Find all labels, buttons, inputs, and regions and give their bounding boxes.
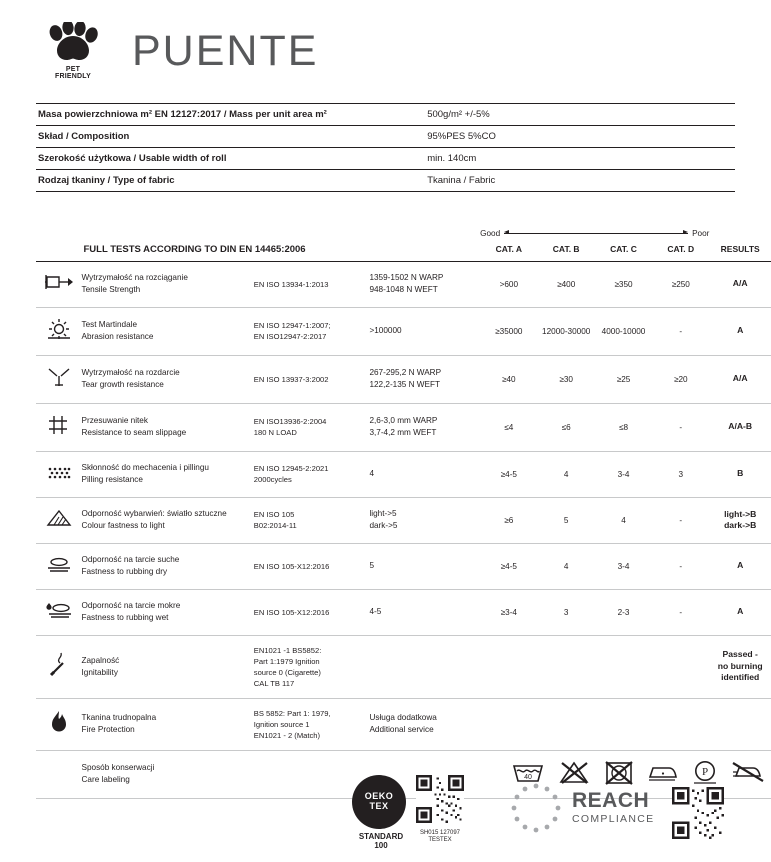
row-cat-a: ≥4-5 xyxy=(480,451,537,497)
row-label xyxy=(82,261,254,307)
row-cat-b: 4 xyxy=(538,543,595,589)
row-cat-d: ≥20 xyxy=(652,355,709,403)
table-row xyxy=(36,403,771,451)
row-cat-a: ≥6 xyxy=(480,497,537,543)
row-cat-a: ≤4 xyxy=(480,403,537,451)
row-cat-b xyxy=(538,635,595,698)
row-label: Tkanina trudnopalna Fire Protection xyxy=(82,698,254,750)
col-header-cat-b: CAT. B xyxy=(538,240,595,262)
tests-table xyxy=(36,220,771,799)
good-poor-scale xyxy=(480,229,709,238)
paw-print-icon xyxy=(44,22,102,64)
spec-value: Tkanina / Fabric xyxy=(427,174,496,186)
specification-table xyxy=(36,103,735,192)
row-cat-a: ≥40 xyxy=(480,355,537,403)
spec-label: Szerokość użytkowa / Usable width of roll xyxy=(38,152,227,164)
svg-text:40: 40 xyxy=(524,773,532,781)
row-cat-b: ≥30 xyxy=(538,355,595,403)
spec-row xyxy=(36,148,735,170)
row-label: Wytrzymałość na rozdarcie Tear growth resistance xyxy=(82,355,254,403)
row-cat-b: ≥400 xyxy=(538,261,595,307)
spec-value: 500g/m² +/-5% xyxy=(427,108,490,120)
row-cat-c: 4 xyxy=(595,497,652,543)
reach-title: REACH xyxy=(572,789,650,813)
page-header xyxy=(18,0,753,87)
row-result: Passed - no burning identified xyxy=(709,635,771,698)
product-qr-code[interactable] xyxy=(672,787,724,844)
pilling-icon xyxy=(36,451,82,497)
row-standard: EN ISO 105-X12:2016 xyxy=(254,543,370,589)
row-label-en: Tensile Strength xyxy=(81,285,141,295)
scale-good-label: Good xyxy=(480,228,501,238)
rubbing-wet-icon xyxy=(36,589,82,635)
reach-compliance-logo xyxy=(508,780,654,836)
row-cat-a: ≥4-5 xyxy=(480,543,537,589)
row-value: Usługa dodatkowa Additional service xyxy=(369,698,480,750)
row-value: 5 xyxy=(369,543,480,589)
row-cat-c xyxy=(595,698,652,750)
row-standard: EN ISO 13937-3:2002 xyxy=(254,355,370,403)
spec-value: min. 140cm xyxy=(427,152,477,164)
row-cat-b: 12000-30000 xyxy=(538,307,595,355)
seam-slippage-icon xyxy=(36,403,82,451)
rubbing-dry-icon xyxy=(36,543,82,589)
row-cat-d: - xyxy=(652,589,709,635)
table-row xyxy=(36,355,771,403)
row-value: >100000 xyxy=(369,307,480,355)
pet-friendly-logo xyxy=(36,22,110,81)
table-row xyxy=(36,635,771,698)
row-value: 2,6-3,0 mm WARP 3,7-4,2 mm WEFT xyxy=(369,403,480,451)
table-row xyxy=(36,497,771,543)
row-value: 1359-1502 N WARP 948-1048 N WEFT xyxy=(369,261,480,307)
row-cat-c: 4000-10000 xyxy=(595,307,652,355)
table-row xyxy=(36,451,771,497)
tests-table-title: FULL TESTS ACCORDING TO DIN EN 14465:2006 xyxy=(82,240,481,262)
spec-row xyxy=(36,126,735,148)
row-cat-a xyxy=(480,698,537,750)
table-row xyxy=(36,307,771,355)
row-result: A/A xyxy=(709,261,771,307)
row-cat-b: 4 xyxy=(538,451,595,497)
spec-label: Rodzaj tkaniny / Type of fabric xyxy=(38,174,175,186)
pet-friendly-label: PET FRIENDLY xyxy=(55,66,91,81)
row-value: 267-295,2 N WARP 122,2-135 N WEFT xyxy=(369,355,480,403)
oekotex-logo: OEKO TEX xyxy=(352,775,406,829)
row-value xyxy=(369,635,480,698)
row-value: light->5 dark->5 xyxy=(369,497,480,543)
row-cat-a xyxy=(480,635,537,698)
row-cat-d xyxy=(652,698,709,750)
row-cat-c: ≥25 xyxy=(595,355,652,403)
row-cat-d: - xyxy=(652,307,709,355)
row-standard: EN ISO 12947-1:2007; EN ISO12947-2:2017 xyxy=(254,307,370,355)
eu-stars-icon xyxy=(508,780,564,836)
tear-growth-icon xyxy=(36,355,82,403)
row-cat-a: >600 xyxy=(480,261,537,307)
spec-value: 95%PES 5%CO xyxy=(427,130,496,142)
oekotex-qr-code xyxy=(416,775,464,846)
scale-poor-label: Poor xyxy=(692,228,710,238)
row-cat-c: 2-3 xyxy=(595,589,652,635)
tensile-strength-icon xyxy=(36,261,82,307)
row-cat-d xyxy=(652,635,709,698)
row-label: Odporność wybarwień: światło sztuczne Colour fastness to light xyxy=(82,497,254,543)
row-result: A xyxy=(709,589,771,635)
row-cat-a: ≥35000 xyxy=(480,307,537,355)
oekotex-standard-label: STANDARD 100 xyxy=(358,831,404,850)
row-cat-b: 5 xyxy=(538,497,595,543)
row-label: Odporność na tarcie mokre Fastness to rubbing wet xyxy=(82,589,254,635)
col-header-results: RESULTS xyxy=(709,240,771,262)
row-label: Przesuwanie nitek Resistance to seam slippage xyxy=(82,403,254,451)
oekotex-code: SH015 127097 TESTEX xyxy=(419,829,461,844)
row-label: Test Martindale Abrasion resistance xyxy=(82,307,254,355)
row-cat-c: ≥350 xyxy=(595,261,652,307)
col-header-cat-a: CAT. A xyxy=(480,240,537,262)
row-result: A xyxy=(709,307,771,355)
spec-row xyxy=(36,170,735,192)
row-cat-c: 3-4 xyxy=(595,543,652,589)
row-label: Sposób konserwacji Care labeling xyxy=(82,750,254,798)
row-standard: EN ISO 105-X12:2016 xyxy=(254,589,370,635)
row-cat-d: ≥250 xyxy=(652,261,709,307)
row-cat-b: 3 xyxy=(538,589,595,635)
row-standard: EN1021 -1 BS5852: Part 1:1979 Ignition source 0 (Cigarette) CAL TB 117 xyxy=(254,635,370,698)
row-cat-d: - xyxy=(652,403,709,451)
row-cat-a: ≥3-4 xyxy=(480,589,537,635)
row-standard: BS 5852: Part 1: 1979, Ignition source 1 EN1021 - 2 (Match) xyxy=(254,698,370,750)
svg-text:P: P xyxy=(701,765,708,778)
table-row xyxy=(36,261,771,307)
col-header-cat-d: CAT. D xyxy=(652,240,709,262)
spec-label: Masa powierzchniowa m² EN 12127:2017 / Mass per unit area m² xyxy=(38,108,327,120)
table-row xyxy=(36,698,771,750)
page-title: PUENTE xyxy=(132,26,319,75)
page-footer xyxy=(0,766,771,858)
reach-subtitle: COMPLIANCE xyxy=(572,813,655,826)
ignitability-icon xyxy=(36,635,82,698)
table-row xyxy=(36,589,771,635)
row-cat-d: 3 xyxy=(652,451,709,497)
row-label: Odporność na tarcie suche Fastness to rubbing dry xyxy=(82,543,254,589)
row-cat-c xyxy=(595,635,652,698)
row-result: B xyxy=(709,451,771,497)
tests-table-header xyxy=(36,240,771,262)
row-value: 4-5 xyxy=(369,589,480,635)
row-result xyxy=(709,698,771,750)
row-cat-c: ≤8 xyxy=(595,403,652,451)
row-label: Zapalność Ignitability xyxy=(82,635,254,698)
fire-protection-icon xyxy=(36,698,82,750)
col-header-cat-c: CAT. C xyxy=(595,240,652,262)
row-cat-b xyxy=(538,698,595,750)
row-result: A/A xyxy=(709,355,771,403)
row-standard: EN ISO 105 B02:2014-11 xyxy=(254,497,370,543)
row-result: A xyxy=(709,543,771,589)
row-result: A/A-B xyxy=(709,403,771,451)
spec-label: Skład / Composition xyxy=(38,130,130,142)
scale-arrow-icon xyxy=(504,233,688,234)
row-cat-b: ≤6 xyxy=(538,403,595,451)
row-cat-d: - xyxy=(652,497,709,543)
light-fastness-icon xyxy=(36,497,82,543)
scale-row xyxy=(36,220,771,240)
row-standard: EN ISO 13934-1:2013 xyxy=(254,261,370,307)
spec-row xyxy=(36,104,735,126)
row-cat-c: 3-4 xyxy=(595,451,652,497)
row-standard: EN ISO13936-2:2004 180 N LOAD xyxy=(254,403,370,451)
row-standard: EN ISO 12945-2:2021 2000cycles xyxy=(254,451,370,497)
row-result: light->B dark->B xyxy=(709,497,771,543)
table-row xyxy=(36,543,771,589)
row-label-pl: Wytrzymałość na rozciąganie xyxy=(81,273,188,283)
row-label: Skłonność do mechacenia i pillingu Pilling resistance xyxy=(82,451,254,497)
row-cat-d: - xyxy=(652,543,709,589)
martindale-abrasion-icon xyxy=(36,307,82,355)
row-value: 4 xyxy=(369,451,480,497)
oekotex-certificate xyxy=(352,775,464,850)
